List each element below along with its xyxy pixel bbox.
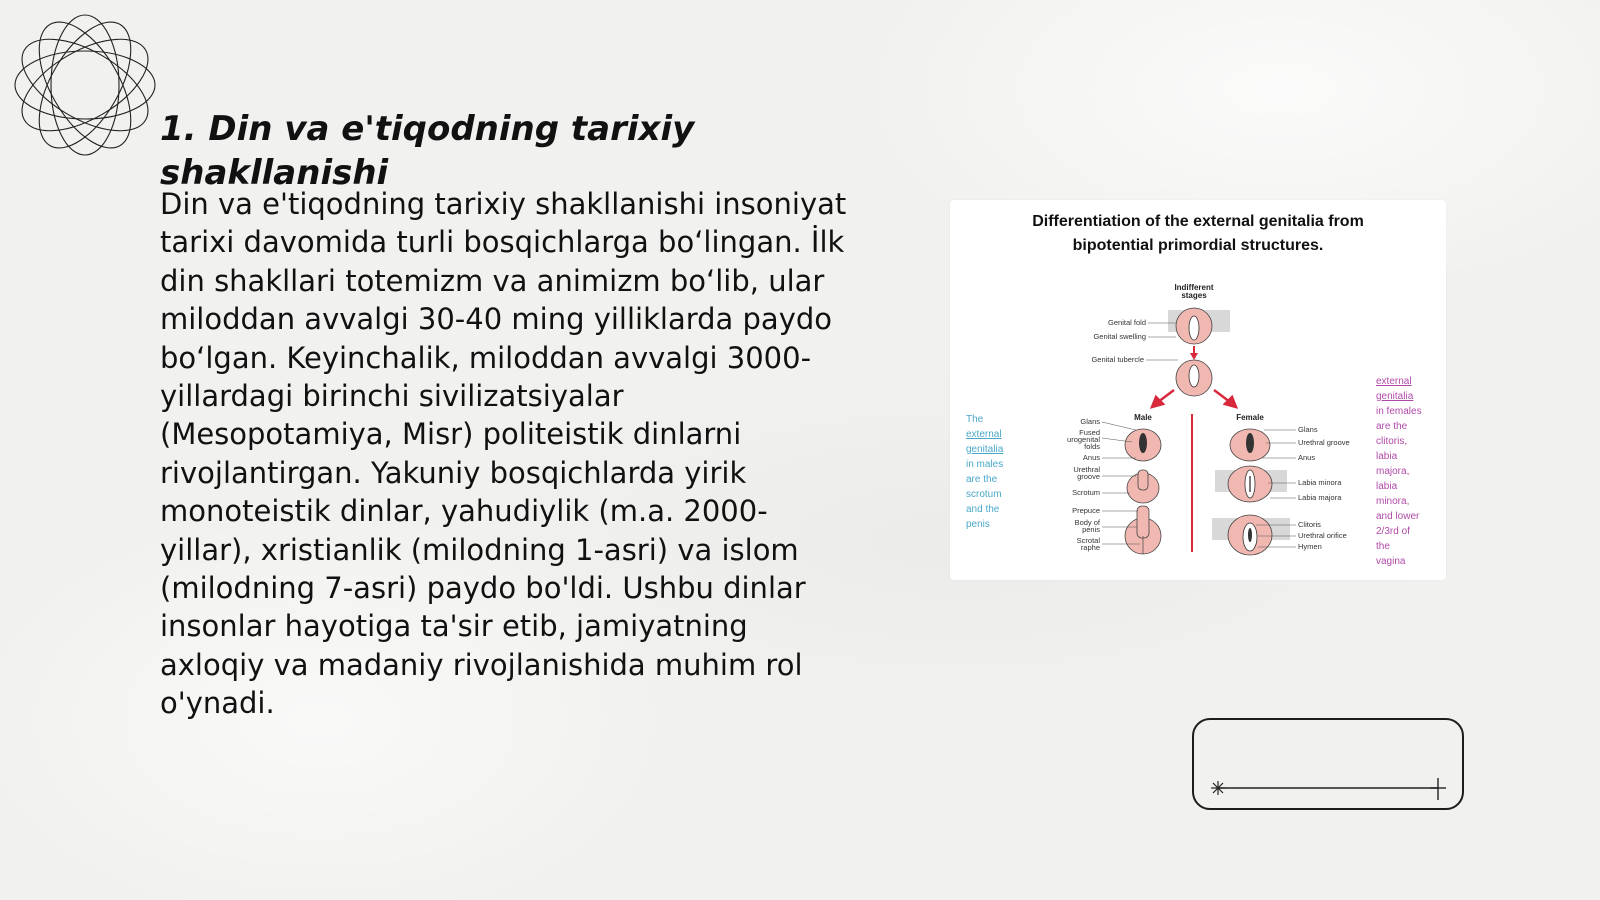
female-label-urethral-orifice: Urethral orifice xyxy=(1298,531,1347,540)
male-label-glans: Glans xyxy=(1080,417,1100,426)
note-female-line: are the xyxy=(1376,421,1408,432)
female-label-hymen: Hymen xyxy=(1298,542,1322,551)
note-female xyxy=(1376,376,1422,567)
note-female-line: labia xyxy=(1376,481,1398,492)
slide-body-text: Din va e'tiqodning tarixiy shakllanishi insoniyat tarixi davomida turli bosqichlarga bo‘lingan. İlk din shakllari totemizm va animizm bo‘lib, ular miloddan avvalgi 30-40 ming yilliklarda paydo bo‘lgan. Keyinchalik, miloddan avvalgi 3000-yillardagi birinchi sivilizatsiyalar (Mesopotamiya, Misr) politeistik dinlarni rivojlantirgan. Yakuniy bosqichlarda yirik monoteistik dinlar, yahudiylik (m.a. 2000-yillar), xristianlik (milodning 1-asri) va islom (milodning 7-asri) paydo bo'ldi. Ushbu dinlar insonlar hayotiga ta'sir etib, jamiyatning axloqiy va madaniy rivojlanishida muhim rol o'ynadi. xyxy=(160,187,847,721)
female-label-labia-minora: Labia minora xyxy=(1298,478,1342,487)
indifferent-label-2: stages xyxy=(1181,291,1207,300)
note-female-line: clitoris, xyxy=(1376,436,1408,447)
male-stage-drawings xyxy=(1125,429,1161,554)
note-male xyxy=(966,414,1004,530)
male-label-anus: Anus xyxy=(1082,453,1100,462)
note-female-line: 2/3rd of xyxy=(1376,526,1410,537)
male-label-fused: Fused xyxy=(1079,428,1100,437)
figure-title-line-2: bipotential primordial structures. xyxy=(1072,237,1324,254)
sparkle-icon xyxy=(1211,781,1225,795)
label-genital-tubercle: Genital tubercle xyxy=(1091,355,1144,364)
male-label-raphe: raphe xyxy=(1080,543,1100,552)
note-male-line: genitalia xyxy=(966,444,1004,455)
male-label-urethral: Urethral xyxy=(1073,465,1100,474)
male-label-scrotal: Scrotal xyxy=(1076,536,1100,545)
female-label-urethral-groove: Urethral groove xyxy=(1298,438,1350,447)
male-label-body-of: Body of xyxy=(1074,518,1100,527)
label-genital-swelling: Genital swelling xyxy=(1093,332,1146,341)
female-label-clitoris: Clitoris xyxy=(1298,520,1321,529)
female-label-labia-majora: Labia majora xyxy=(1298,493,1342,502)
note-female-line: and lower xyxy=(1376,511,1420,522)
note-female-line: external xyxy=(1376,376,1412,387)
note-male-line: penis xyxy=(966,519,990,530)
note-male-line: external xyxy=(966,429,1002,440)
male-label-penis: penis xyxy=(1082,525,1100,534)
media-placeholder-box[interactable] xyxy=(1192,718,1464,810)
figure-title-line-1: Differentiation of the external genitalia from xyxy=(1032,213,1364,230)
note-female-line: labia xyxy=(1376,451,1398,462)
male-label-scrotum: Scrotum xyxy=(1072,488,1100,497)
crosshair-icon xyxy=(1430,778,1446,800)
note-female-line: majora, xyxy=(1376,466,1410,477)
female-heading: Female xyxy=(1236,413,1264,422)
slide-title: 1. Din va e'tiqodning tarixiy shakllanishi xyxy=(160,109,695,193)
female-label-glans: Glans xyxy=(1298,425,1318,434)
male-heading: Male xyxy=(1134,413,1152,422)
orbit-rings-ornament-icon xyxy=(10,10,160,160)
note-male-line: are the xyxy=(966,474,998,485)
note-male-line: The xyxy=(966,414,984,425)
note-female-line: minora, xyxy=(1376,496,1410,507)
note-female-line: the xyxy=(1376,541,1390,552)
note-female-line: in females xyxy=(1376,406,1422,417)
male-label-folds: folds xyxy=(1084,442,1100,451)
label-genital-fold: Genital fold xyxy=(1108,318,1146,327)
genitalia-differentiation-figure xyxy=(950,200,1446,580)
indifferent-label-1: Indifferent xyxy=(1174,283,1214,292)
note-female-line: vagina xyxy=(1376,556,1406,567)
note-female-line: genitalia xyxy=(1376,391,1414,402)
male-label-urogenital: urogenital xyxy=(1067,435,1100,444)
male-label-prepuce: Prepuce xyxy=(1072,506,1100,515)
male-label-groove: groove xyxy=(1077,472,1100,481)
note-male-line: in males xyxy=(966,459,1004,470)
female-label-anus: Anus xyxy=(1298,453,1316,462)
note-male-line: scrotum xyxy=(966,489,1002,500)
note-male-line: and the xyxy=(966,504,1000,515)
indifferent-stage-drawings xyxy=(1168,308,1230,396)
